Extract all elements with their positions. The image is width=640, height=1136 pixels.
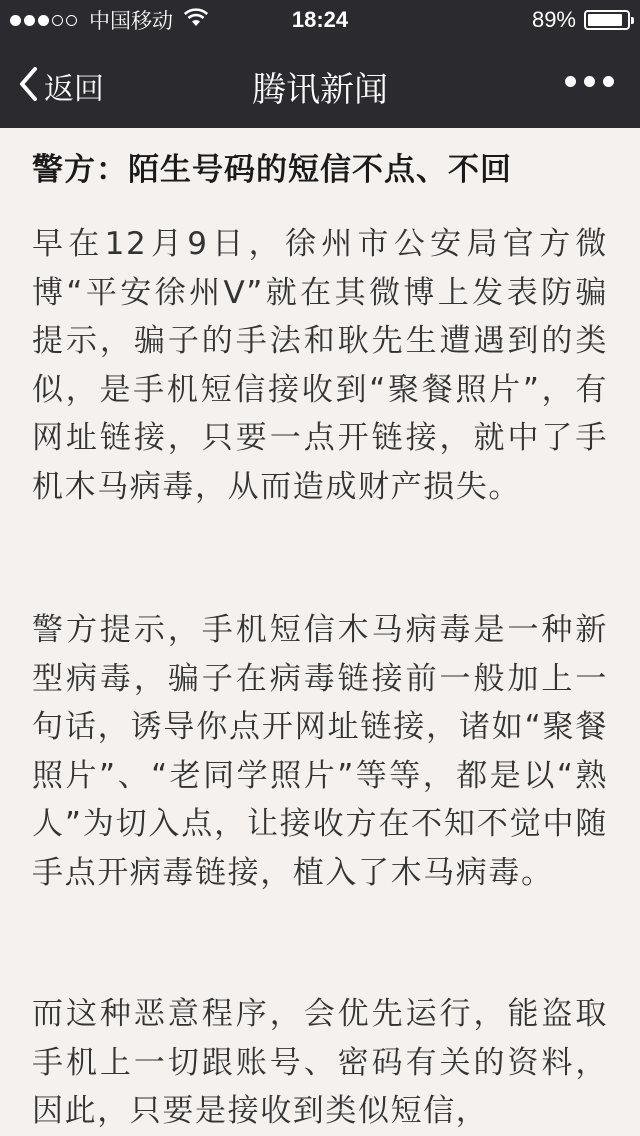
battery-icon xyxy=(584,10,630,30)
battery-percent: 89% xyxy=(531,7,576,32)
page-title: 腾讯新闻 xyxy=(252,70,388,110)
article-content[interactable] xyxy=(0,128,640,1136)
more-options-button[interactable] xyxy=(565,76,614,87)
ellipsis-icon xyxy=(584,76,595,87)
article-heading: 警方：陌生号码的短信不点、不回 xyxy=(32,152,512,188)
status-time: 18:24 xyxy=(291,7,349,32)
navigation-bar xyxy=(0,40,640,128)
article-paragraph: 警方提示，手机短信木马病毒是一种新型病毒，骗子在病毒链接前一般加上一句话，诱导你点开网址链接，诸如“聚餐照片”、“老同学照片”等等，都是以“熟人”为切入点，让接收方在不知不觉中随手点开病毒链接，植入了木马病毒。 xyxy=(32,612,608,891)
ellipsis-icon xyxy=(603,76,614,87)
carrier-name: 中国移动 xyxy=(89,9,173,33)
back-label: 返回 xyxy=(44,72,104,107)
battery-level-fill xyxy=(588,14,622,26)
ellipsis-icon xyxy=(565,76,576,87)
article-paragraph: 而这种恶意程序，会优先运行，能盗取手机上一切跟账号、密码有关的资料，因此，只要是接收到类似短信， xyxy=(32,996,608,1129)
status-bar xyxy=(0,0,640,40)
status-right xyxy=(532,6,630,34)
article-paragraph: 早在12月9日，徐州市公安局官方微博“平安徐州V”就在其微博上发表防骗提示，骗子的手法和耿先生遭遇到的类似，是手机短信接收到“聚餐照片”，有网址链接，只要一点开链接，就中了手机木马病毒，从而造成财产损失。 xyxy=(32,226,608,505)
